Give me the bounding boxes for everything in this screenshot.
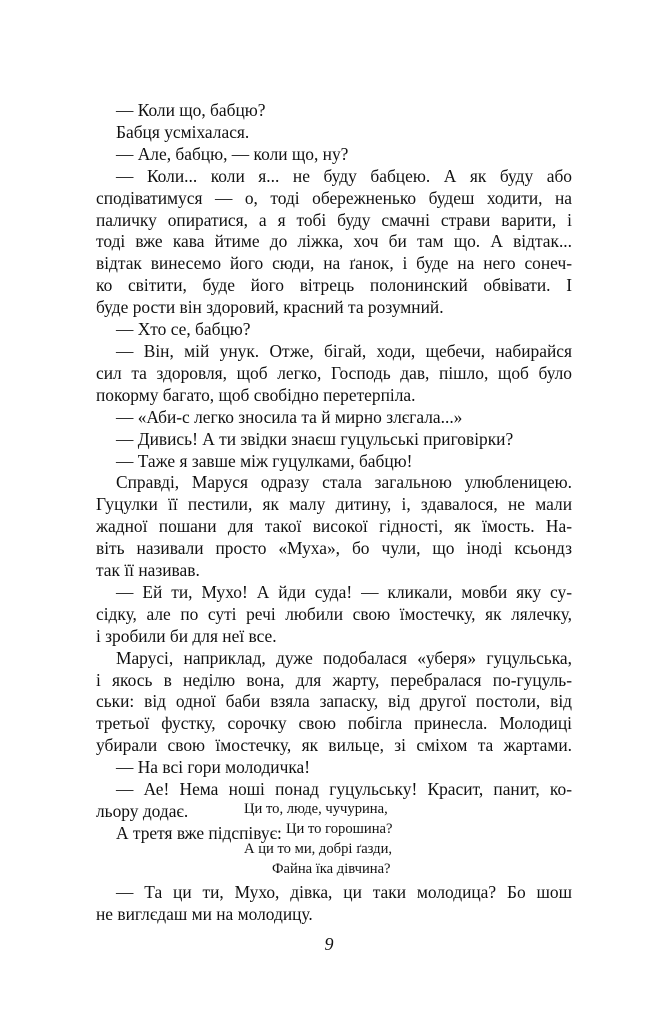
text-line: убирали свою їмостечку, як вильце, зі сміхом та жартами. [96, 735, 572, 756]
text-line: — Хто се, бабцю? [116, 319, 251, 340]
paragraph [96, 882, 572, 926]
text-line: Справді, Маруся одразу стала загальною улюбленицею. [116, 472, 572, 493]
text-line: Марусі, наприклад, дуже подобалася «уберя» гуцульська, [116, 647, 572, 668]
text-line: сідку, але по суті речі любили свою їмостечку, як лялечку, [96, 603, 572, 624]
text-line: — Він, мій унук. Отже, бігай, ходи, щебечи, набирайся [116, 340, 572, 361]
text-line: — Коли... коли я... не буду бабцею. А як буду або [116, 165, 572, 186]
text-line: — Ае! Нема ноші понад гуцульську! Красит, панит, ко- [116, 779, 572, 800]
text-line: Гуцулки її пестили, як малу дитину, і, здавалося, не мали [96, 494, 572, 515]
closing-paragraph [96, 882, 572, 926]
paragraph [96, 581, 572, 648]
paragraph [96, 472, 572, 582]
paragraph [96, 340, 572, 407]
verse-block [244, 800, 392, 880]
text-line: — Та ци ти, Мухо, дівка, ци таки молодица? Бо шош [116, 882, 572, 902]
text-line: — Ей ти, Мухо! А йди суда! — кликали, мовби яку су- [116, 581, 572, 602]
text-body [96, 100, 572, 845]
verse-line: Файна їка дівчина? [272, 860, 391, 877]
text-line: — Таже я завше між гуцулками, бабцю! [116, 450, 413, 471]
text-line: не виглєдаш ми на молодицу. [96, 903, 313, 924]
text-line: покорму багато, щоб свобідно перетерпіла. [96, 384, 416, 405]
text-line: ко світити, буде його вітрець полонинский обвівати. І [96, 275, 572, 296]
verse-line: А ци то ми, добрі ґазди, [244, 840, 393, 857]
text-line: жадної пошани для такої високої гідності, як їмость. На- [96, 516, 572, 537]
verse-line: Ци то горошина? [286, 820, 393, 837]
text-line: третьої фустку, сорочку свою побігла принесла. Молодиці [96, 713, 572, 734]
text-line: так її називав. [96, 560, 200, 581]
text-line: тоді вже кава йтиме до ліжка, хоч би там що. А відтак... [96, 231, 572, 252]
text-line: паличку опиратися, а я тобі буду смачні страви варити, і [96, 209, 572, 230]
text-line: А третя вже підспівує: [116, 822, 282, 843]
text-line: — «Аби-с легко зносила та й мирно злєгала...» [116, 406, 463, 427]
text-line: льору додає. [96, 801, 189, 821]
text-line: — Дивись! А ти звідки знаєш гуцульські приговірки? [116, 428, 514, 449]
text-line: — Коли що, бабцю? [116, 100, 266, 120]
text-line: ськи: від одної баби взяла запаску, від другої постоли, від [96, 691, 572, 712]
text-line: віть називали просто «Муха», бо чули, що іноді ксьондз [96, 538, 572, 559]
text-line: — Але, бабцю, — коли що, ну? [116, 143, 349, 164]
text-line: сподіватимуся — о, тоді обережненько будеш ходити, на [96, 187, 572, 208]
text-line: відтак винесемо його сюди, на ґанок, і буде на него сонеч- [96, 253, 572, 274]
text-line: і якось в неділю вона, для жарту, перебралася по-гуцуль- [96, 669, 572, 690]
paragraph [96, 647, 572, 758]
verse-line: Ци то, люде, чучурина, [244, 801, 388, 817]
text-line: сил та здоровля, щоб легко, Господь дав, пішло, щоб було [96, 362, 572, 383]
paragraph [96, 165, 572, 319]
text-line: і зробили би для неї все. [96, 625, 277, 646]
text-line: буде рости він здоровий, красний та розумний. [96, 297, 444, 318]
text-line: Бабця усміхалася. [116, 121, 250, 142]
page-number: 9 [324, 934, 334, 954]
text-line: — На всі гори молодичка! [116, 757, 311, 778]
